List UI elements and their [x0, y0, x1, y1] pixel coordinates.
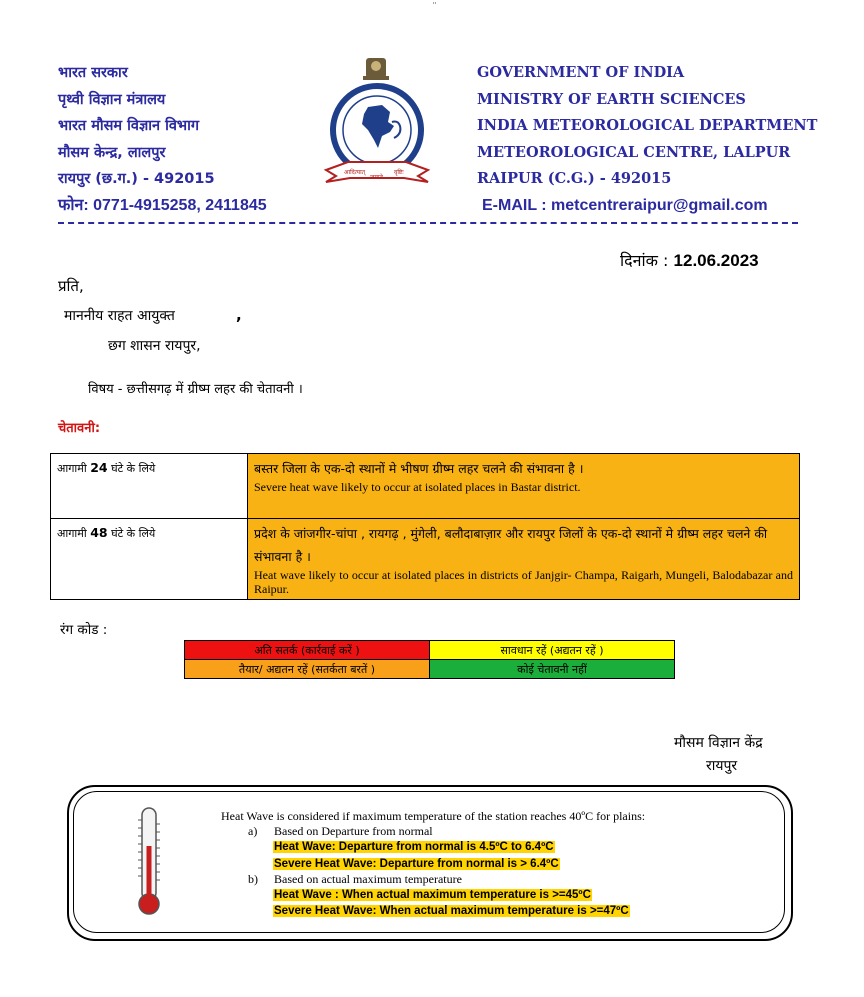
logo-ribbon-left: आदित्यात् [344, 169, 366, 176]
warning-period [51, 454, 248, 519]
logo-ribbon-mid: जायते [370, 174, 383, 181]
recipient-comma: , [236, 306, 242, 324]
header-email-line [482, 193, 817, 220]
letter-date [620, 249, 759, 271]
header-hindi-line: पृथ्वी विज्ञान मंत्रालय [58, 91, 166, 108]
criteria-b [248, 872, 645, 887]
header-hindi-line: मौसम केन्द्र, लालपुर [58, 144, 166, 161]
criteria-b-label: b) [248, 871, 258, 886]
top-marks: ¨ [432, 2, 437, 13]
period-prefix: आगामी [57, 527, 87, 540]
date-value: 12.06.2023 [673, 251, 759, 270]
period-hours: 24 [90, 460, 108, 475]
color-code-label: रंग कोड : [60, 622, 108, 638]
date-label: दिनांक : [620, 251, 669, 270]
warning-hindi: बस्तर जिला के एक-दो स्थानों मे भीषण ग्रीष्म लहर चलने की संभावना है । [254, 461, 584, 476]
header-hindi-block [58, 60, 267, 219]
header-english-line: RAIPUR (C.G.) - 492015 [477, 170, 672, 187]
header-english-line: METEOROLOGICAL CENTRE, LALPUR [477, 143, 791, 161]
imd-logo [318, 52, 436, 192]
signature-line-1: मौसम विज्ञान केंद्र [674, 735, 763, 751]
criteria-a-hw-text: Heat Wave: Departure from normal is 4.5ºC to 6.4ºC [274, 841, 554, 854]
warning-row [51, 519, 800, 600]
header-english-line: GOVERNMENT OF INDIA [477, 64, 685, 81]
email-label: E-MAIL : [482, 196, 547, 214]
warning-heading: चेतावनी: [58, 421, 101, 436]
color-code-yellow: सावधान रहें (अद्यतन रहें ) [430, 641, 675, 660]
warning-message [248, 519, 800, 600]
letter-to: प्रति, [58, 277, 84, 295]
criteria-a-shw-text: Severe Heat Wave: Departure from normal is > 6.4ºC [274, 857, 559, 870]
color-code-table [184, 640, 675, 679]
warning-english: Severe heat wave likely to occur at isolated places in Bastar district. [254, 480, 581, 494]
color-code-orange: तैयार/ अद्यतन रहें (सतर्कता बरतें ) [185, 660, 430, 679]
warning-english: Heat wave likely to occur at isolated places in districts of Janjgir- Champa, Raigarh, Mungeli, Balodabazar and Raipur. [254, 568, 793, 596]
imd-emblem-icon [318, 52, 436, 192]
criteria-b-hw-text: Heat Wave : When actual maximum temperature is >=45ºC [274, 889, 591, 902]
criteria-a-text: Based on Departure from normal [274, 824, 433, 839]
header-hindi-line: भारत सरकार [58, 65, 128, 81]
warning-table [50, 453, 800, 600]
period-suffix: घंटे के लिये [111, 527, 156, 540]
recipient-line-1: माननीय राहत आयुक्त [64, 308, 175, 324]
header-english-block [477, 60, 817, 219]
criteria-b-shw-text: Severe Heat Wave: When actual maximum temperature is >=47ºC [274, 905, 629, 918]
criteria-b-text: Based on actual maximum temperature [274, 871, 462, 886]
criteria-b-heatwave [273, 887, 645, 903]
criteria-intro: Heat Wave is considered if maximum temperature of the station reaches 40ºC for plains: [221, 809, 646, 823]
heatwave-criteria [221, 809, 645, 919]
warning-message [248, 454, 800, 519]
criteria-a-heatwave [273, 839, 645, 855]
criteria-a-severe [273, 856, 645, 872]
period-hours: 48 [90, 525, 108, 540]
color-code-red: अति सतर्क (कार्रवाई करें ) [185, 641, 430, 660]
criteria-a-label: a) [248, 824, 258, 839]
header-hindi-line: रायपुर (छ.ग.) - 492015 [58, 171, 215, 187]
logo-ribbon-right: वृष्टिः [394, 169, 404, 176]
period-suffix: घंटे के लिये [111, 462, 156, 475]
header-english-line: MINISTRY OF EARTH SCIENCES [477, 90, 746, 108]
thermometer-icon [132, 806, 166, 918]
warning-period [51, 519, 248, 600]
recipient-line-2: छग शासन रायपुर, [108, 338, 201, 354]
header-phone: फोन: 0771-4915258, 2411845 [58, 196, 267, 214]
warning-hindi: प्रदेश के जांजगीर-चांपा , रायगढ़ , मुंगेली, बलौदाबाज़ार और रायपुर जिलों के एक-दो स्थानों मे ग्रीष्म लहर चलने की संभावना है । [254, 526, 768, 564]
warning-row [51, 454, 800, 519]
criteria-b-severe [273, 903, 645, 919]
header-divider [58, 222, 798, 224]
letter-subject: विषय - छत्तीसगढ़ में ग्रीष्म लहर की चेतावनी । [88, 382, 303, 397]
header-hindi-line: भारत मौसम विज्ञान विभाग [58, 118, 200, 134]
email-address[interactable]: metcentreraipur@gmail.com [551, 196, 768, 214]
period-prefix: आगामी [57, 462, 87, 475]
signature-line-2: रायपुर [706, 758, 738, 774]
header-english-line: INDIA METEOROLOGICAL DEPARTMENT [477, 117, 818, 134]
criteria-a [248, 824, 645, 839]
color-code-green: कोई चेतावनी नहीं [430, 660, 675, 679]
